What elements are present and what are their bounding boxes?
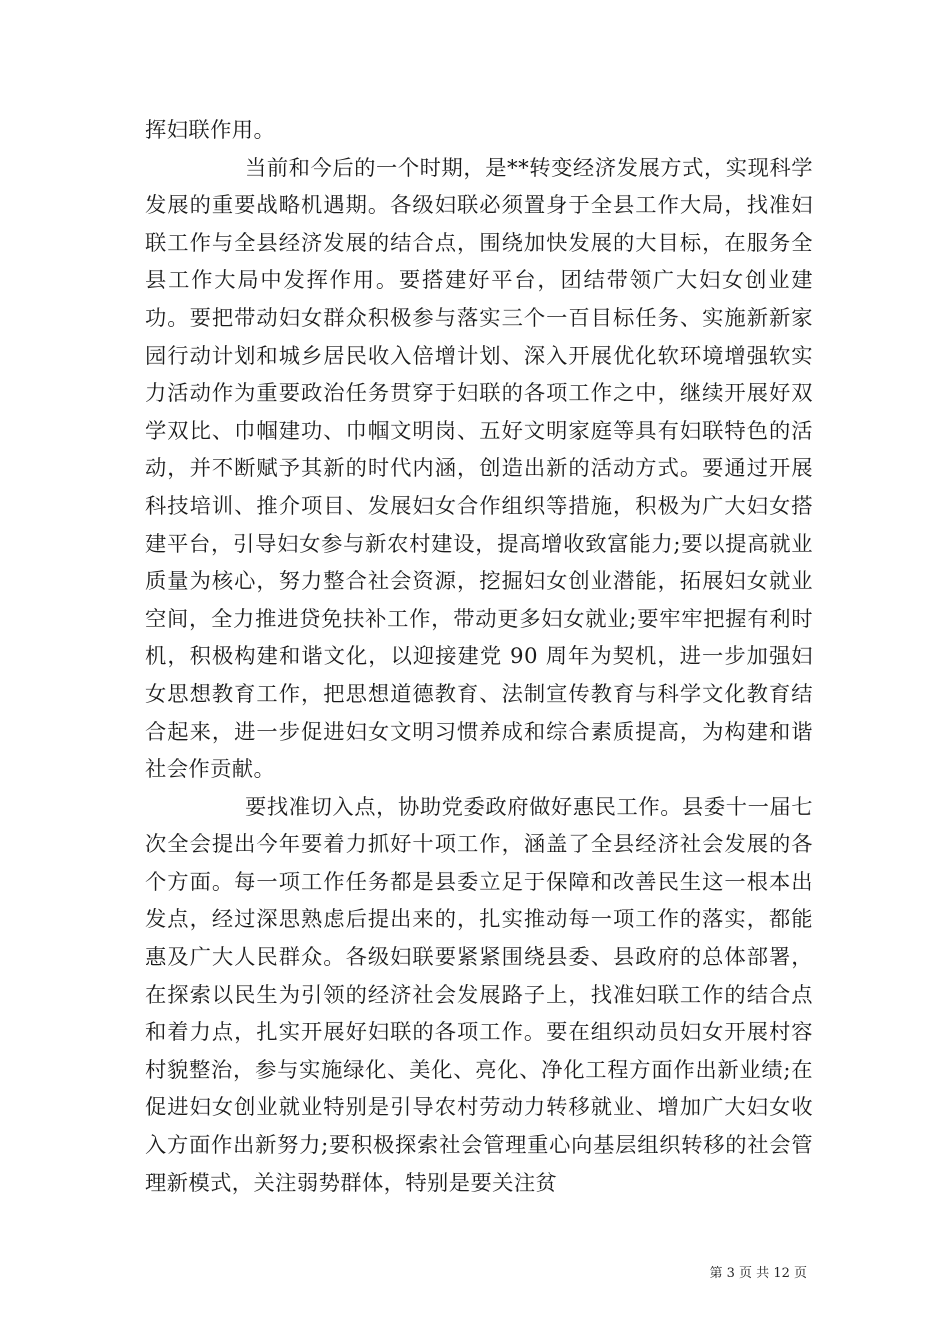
paragraph-development-strategy: 当前和今后的一个时期，是**转变经济发展方式，实现科学发展的重要战略机遇期。各级妇联必须置身于全县工作大局，找准妇联工作与全县经济发展的结合点，围绕加快发展的大目标，在服务全县工作大局中发挥作用。要搭建好平台，团结带领广大妇女创业建功。要把带动妇女群众积极参与落实三个一百目标任务、实施新新家园行动计划和城乡居民收入倍增计划、深入开展优化软环境增强软实力活动作为重要政治任务贯穿于妇联的各项工作之中，继续开展好双学双比、巾帼建功、巾帼文明岗、五好文明家庭等具有妇联特色的活动，并不断赋予其新的时代内涵，创造出新的活动方式。要通过开展科技培训、推介项目、发展妇女合作组织等措施，积极为广大妇女搭建平台，引导妇女参与新农村建设，提高增收致富能力;要以提高就业质量为核心，努力整合社会资源，挖掘妇女创业潜能，拓展妇女就业空间，全力推进贷免扶补工作，带动更多妇女就业;要牢牢把握有利时机，积极构建和谐文化，以迎接建党 90 周年为契机，进一步加强妇女思想教育工作，把思想道德教育、法制宣传教育与科学文化教育结合起来，进一步促进妇女文明习惯养成和综合素质提高，为构建和谐社会作贡献。 [145, 155, 813, 783]
paragraph-continuation: 挥妇联作用。 [145, 118, 276, 143]
page-number: 第 3 页 共 12 页 [709, 1266, 807, 1281]
paragraph-livelihood-work: 要找准切入点，协助党委政府做好惠民工作。县委十一届七次全会提出今年要着力抓好十项工作，涵盖了全县经济社会发展的各个方面。每一项工作任务都是县委立足于保障和改善民生这一根本出发点，经过深思熟虑后提出来的，扎实推动每一项工作的落实，都能惠及广大人民群众。各级妇联要紧紧围绕县委、县政府的总体部署，在探索以民生为引领的经济社会发展路子上，找准妇联工作的结合点和着力点，扎实开展好妇联的各项工作。要在组织动员妇女开展村容村貌整治，参与实施绿化、美化、亮化、净化工程方面作出新业绩;在促进妇女创业就业特别是引导农村劳动力转移就业、增加广大妇女收入方面作出新努力;要积极探索社会管理重心向基层组织转移的社会管理新模式，关注弱势群体，特别是要关注贫 [145, 794, 813, 1196]
document-body [145, 112, 813, 1202]
